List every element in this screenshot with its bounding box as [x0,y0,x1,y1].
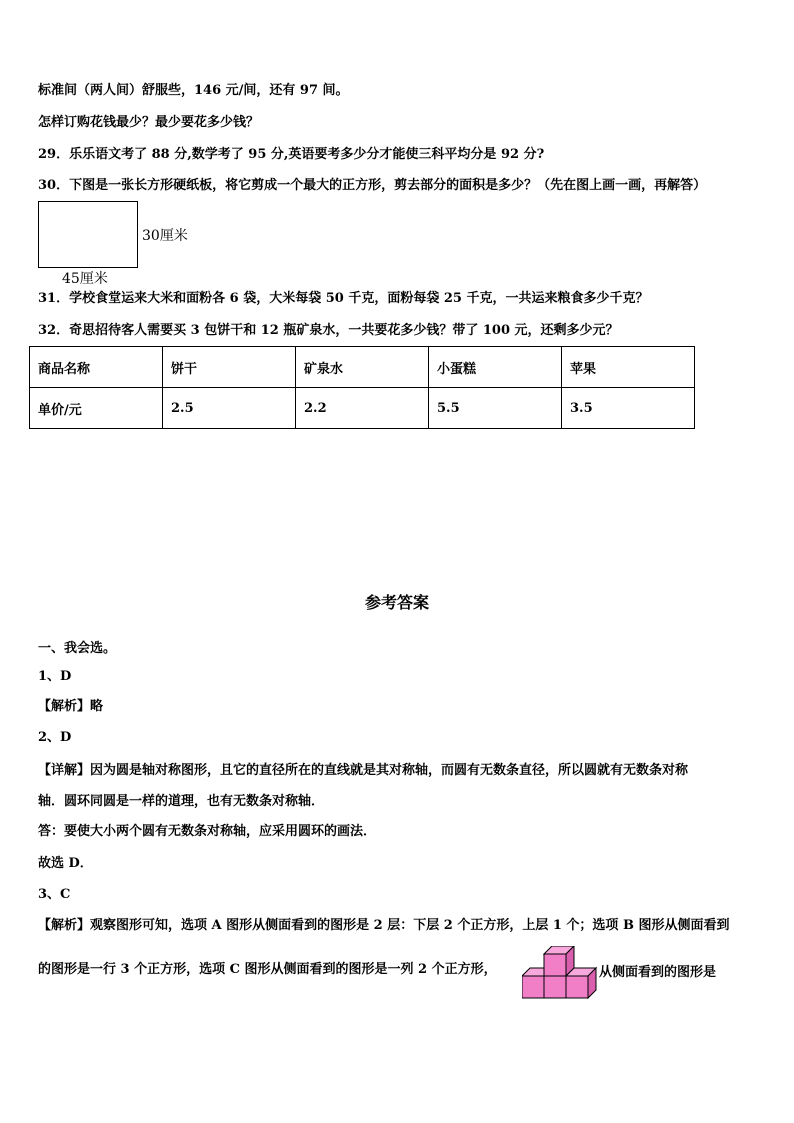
table-row [30,347,695,388]
answer-3-analysis-tail: 从侧面看到的图形是 [599,965,717,980]
table-cell: 2.2 [296,388,429,429]
answer-2-choice: 故选 D． [38,856,93,871]
table-cell: 单价/元 [30,388,163,429]
q31-text: 31．学校食堂运来大米和面粉各 6 袋，大米每袋 50 千克，面粉每袋 25 千克，一共运来粮食多少千克？ [38,291,649,306]
q28-text-line2: 怎样订购花钱最少？最少要花多少钱？ [38,115,260,130]
q30-text: 30．下图是一张长方形硬纸板，将它剪成一个最大的正方形，剪去部分的面积是多少？（先在图上画一画，再解答） [38,178,707,193]
cardboard-rectangle [38,201,138,268]
table-cell: 饼干 [163,347,296,388]
table-cell: 矿泉水 [296,347,429,388]
answer-2: 2、D [38,730,72,745]
table-cell: 商品名称 [30,347,163,388]
answers-title: 参考答案 [364,593,429,612]
q29-text: 29．乐乐语文考了 88 分,数学考了 95 分,英语要考多少分才能使三科平均分是 92 分? [38,147,545,162]
answer-1: 1、D [38,669,72,684]
cube-top [544,946,574,976]
answer-2-detail-line1: 【详解】因为圆是轴对称图形，且它的直径所在的直线就是其对称轴，而圆有无数条直径，所以圆就有无数条对称 [38,763,689,778]
answer-2-detail-line2: 轴．圆环同圆是一样的道理，也有无数条对称轴． [38,794,325,809]
rect-height-label: 30厘米 [142,228,188,244]
table-cell: 2.5 [163,388,296,429]
price-table [29,346,695,429]
answers-section-heading: 一、我会选。 [38,641,117,656]
cube-stack-figure [522,946,600,1002]
answer-3-analysis-line1: 【解析】观察图形可知，选项 A 图形从侧面看到的图形是 2 层：下层 2 个正方形，上层 1 个；选项 B 图形从侧面看到 [38,918,730,933]
q32-text: 32．奇思招待客人需要买 3 包饼干和 12 瓶矿泉水，一共要花多少钱？带了 100 元，还剩多少元？ [38,323,619,338]
answer-1-analysis: 【解析】略 [38,699,104,714]
rect-width-label: 45厘米 [62,271,108,287]
table-cell: 3.5 [562,388,695,429]
answer-2-answer: 答：要使大小两个圆有无数条对称轴，应采用圆环的画法． [38,824,377,839]
q28-text-line1: 标准间（两人间）舒服些，146 元/间，还有 97 间。 [38,83,349,98]
table-row [30,388,695,429]
table-cell: 小蛋糕 [429,347,562,388]
answer-3: 3、C [38,887,71,902]
answer-3-analysis-line2: 的图形是一行 3 个正方形，选项 C 图形从侧面看到的图形是一列 2 个正方形， [38,962,497,977]
table-cell: 苹果 [562,347,695,388]
table-cell: 5.5 [429,388,562,429]
